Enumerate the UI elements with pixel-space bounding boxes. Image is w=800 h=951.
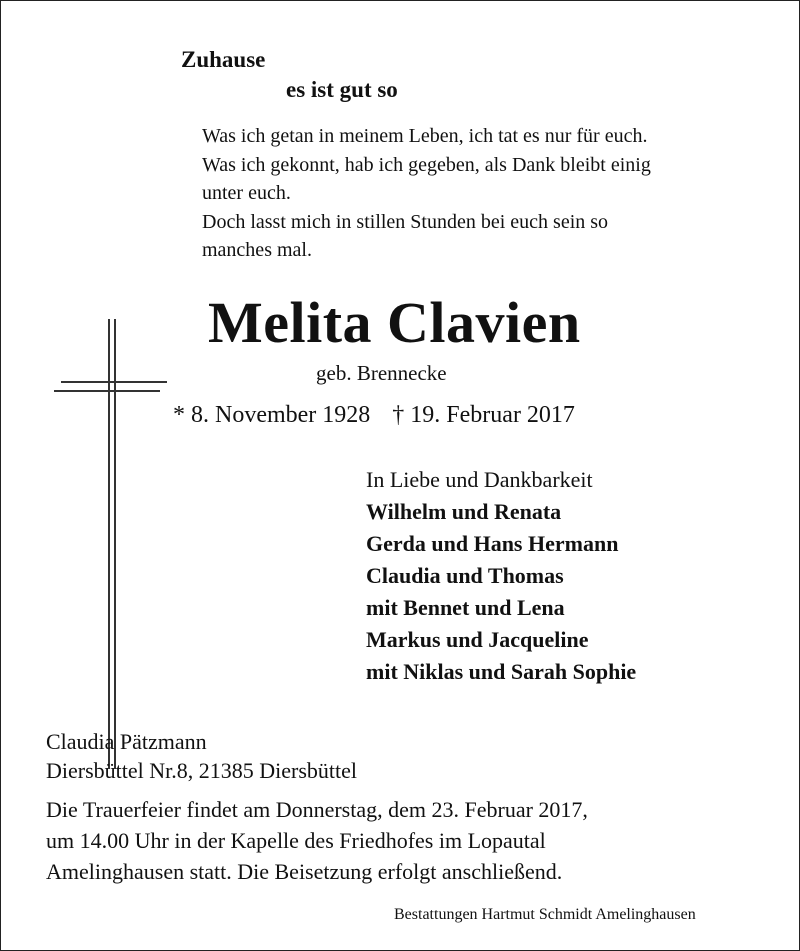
poem-line: Was ich getan in meinem Leben, ich tat es nur für euch. <box>202 125 648 147</box>
service-line: Die Trauerfeier findet am Donnerstag, dem 23. Februar 2017, <box>46 797 588 822</box>
birth-name: geb. Brennecke <box>316 361 447 385</box>
mourner-name: Gerda und Hans Hermann <box>366 531 619 556</box>
service-line: um 14.00 Uhr in der Kapelle des Friedhofes im Lopautal <box>46 828 546 853</box>
life-dates <box>173 402 575 429</box>
mourners-intro: In Liebe und Dankbarkeit <box>366 467 593 492</box>
poem <box>202 122 651 265</box>
contact-block <box>46 727 357 785</box>
undertaker-credit: Bestattungen Hartmut Schmidt Amelinghausen <box>394 906 696 923</box>
poem-line: manches mal. <box>202 239 312 261</box>
mourners-list <box>366 464 636 688</box>
poem-line: Was ich gekonnt, hab ich gegeben, als Dank bleibt einig <box>202 153 651 176</box>
funeral-service-info <box>46 794 588 887</box>
mourner-name: mit Niklas und Sarah Sophie <box>366 659 637 684</box>
mourner-name: Claudia und Thomas <box>366 563 564 588</box>
poem-line: Doch lasst mich in stillen Stunden bei euch sein so <box>202 210 609 233</box>
poem-line: unter euch. <box>202 182 291 204</box>
service-line: Amelinghausen statt. Die Beisetzung erfolgt anschließend. <box>46 859 563 884</box>
death-date: † 19. Februar 2017 <box>392 402 575 428</box>
mourner-name: Markus und Jacqueline <box>366 627 589 652</box>
motto-line-1: Zuhause <box>181 47 266 72</box>
contact-address: Diersbüttel Nr.8, 21385 Diersbüttel <box>46 758 358 783</box>
deceased-name: Melita Clavien <box>208 290 581 355</box>
birth-date: * 8. November 1928 <box>173 402 371 428</box>
mourner-name: Wilhelm und Renata <box>366 499 562 524</box>
contact-name: Claudia Pätzmann <box>46 729 207 754</box>
motto-line-2: es ist gut so <box>286 77 398 102</box>
mourner-name: mit Bennet und Lena <box>366 595 565 620</box>
